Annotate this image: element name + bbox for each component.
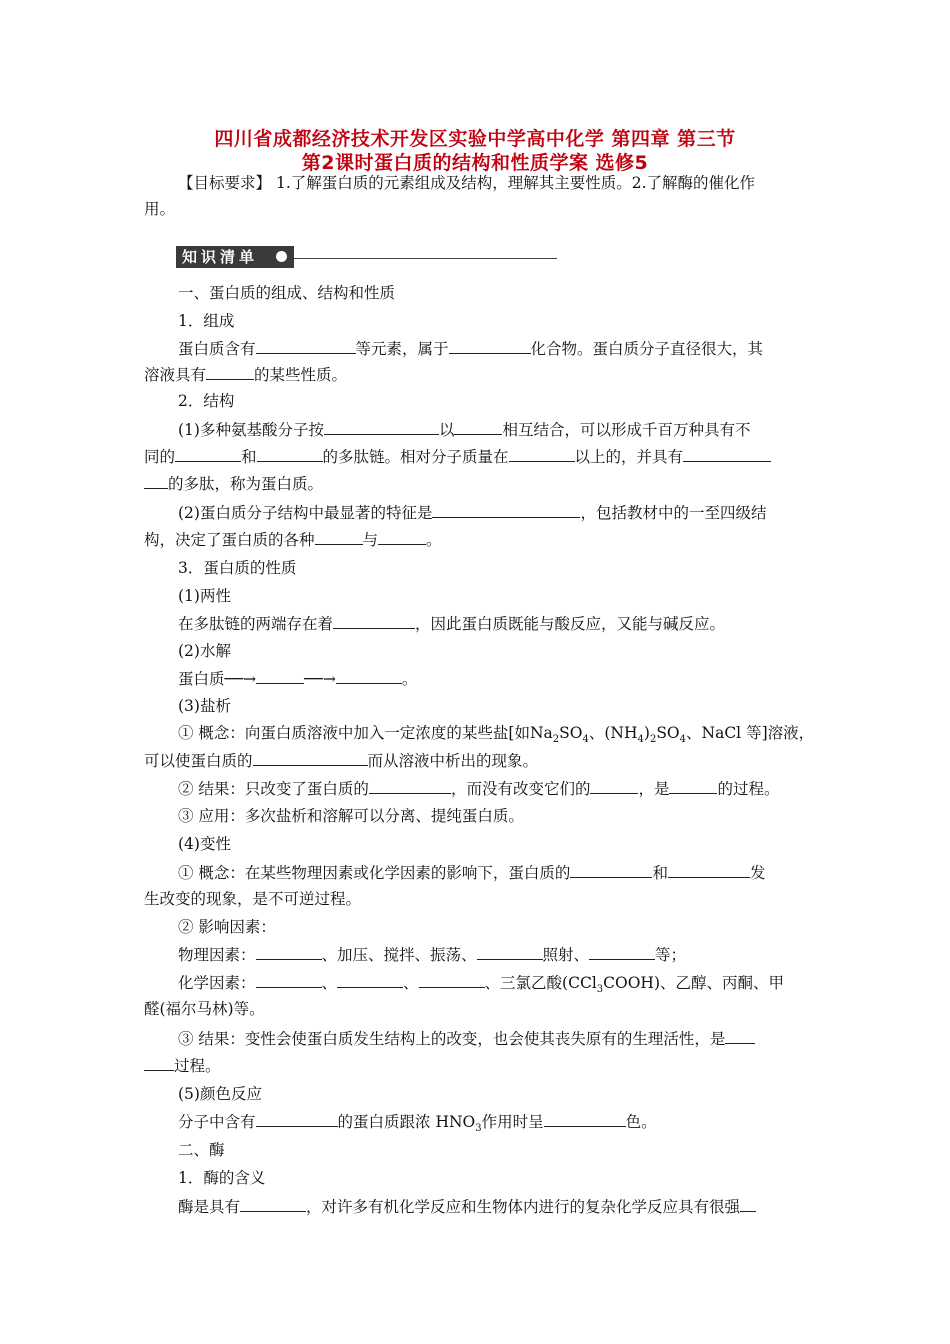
text: (1)多种氨基酸分子按 bbox=[178, 421, 324, 439]
text: 作用时呈 bbox=[481, 1113, 544, 1131]
denature-factors: ② 影响因素： bbox=[178, 918, 276, 936]
subscript: 3 bbox=[475, 1123, 482, 1135]
text: ，是 bbox=[638, 780, 670, 798]
text: 构，决定了蛋白质的各种 bbox=[144, 531, 315, 549]
text: ，对许多有机化学反应和生物体内进行的复杂化学反应具有很强 bbox=[306, 1198, 741, 1216]
blank bbox=[589, 944, 655, 960]
blank bbox=[477, 944, 543, 960]
text: ，而没有改变它们的 bbox=[450, 780, 591, 798]
composition-line-2 bbox=[144, 364, 347, 385]
text: 。 bbox=[426, 531, 442, 549]
text: 化学因素： bbox=[178, 974, 256, 992]
salting-result bbox=[178, 778, 779, 799]
blank bbox=[206, 364, 254, 380]
physical-factors bbox=[178, 944, 686, 965]
subscript: 2 bbox=[649, 734, 657, 746]
blank bbox=[369, 778, 451, 794]
text: 分子中含有 bbox=[178, 1113, 256, 1131]
text: 、(NH bbox=[588, 724, 638, 742]
goals-text: 1.了解蛋白质的元素组成及结构，理解其主要性质。2.了解酶的催化作 bbox=[275, 174, 756, 192]
title-line-2: 第2课时蛋白质的结构和性质学案 选修5 bbox=[301, 152, 649, 174]
text: 以上的，并具有 bbox=[574, 448, 684, 466]
blank bbox=[683, 446, 771, 462]
text: 物理因素： bbox=[178, 946, 256, 964]
blank bbox=[378, 529, 426, 545]
denature-result bbox=[178, 1028, 755, 1049]
text: 的过程。 bbox=[717, 780, 780, 798]
structure-line-2 bbox=[144, 446, 771, 467]
blank bbox=[725, 1028, 755, 1044]
property-5-heading: (5)颜色反应 bbox=[178, 1085, 262, 1103]
text: ──→ bbox=[304, 670, 336, 688]
subscript: 4 bbox=[582, 734, 589, 746]
text: 以 bbox=[438, 421, 455, 439]
text: 化合物。蛋白质分子直径很大，其 bbox=[530, 340, 764, 358]
text: 、 bbox=[403, 974, 419, 992]
blank bbox=[740, 1196, 756, 1212]
subscript: 2 bbox=[552, 734, 560, 746]
text: 等元素，属于 bbox=[355, 340, 449, 358]
text: 、 bbox=[321, 974, 338, 992]
blank bbox=[590, 778, 638, 794]
blank bbox=[668, 862, 750, 878]
text: (2)蛋白质分子结构中最显著的特征是 bbox=[178, 504, 433, 522]
text: SO bbox=[559, 724, 583, 742]
text: ，包括教材中的一至四级结 bbox=[580, 504, 767, 522]
blank bbox=[509, 446, 575, 462]
property-3-heading: (3)盐析 bbox=[178, 697, 231, 715]
banner-rule bbox=[294, 258, 557, 259]
blank bbox=[419, 972, 485, 988]
text: 过程。 bbox=[174, 1057, 221, 1075]
subscript: 3 bbox=[596, 984, 604, 996]
enzyme-sub-heading: 1．酶的含义 bbox=[178, 1169, 266, 1187]
text: 发 bbox=[749, 864, 766, 882]
property-1-text bbox=[178, 613, 725, 634]
blank bbox=[253, 750, 368, 766]
text: SO bbox=[656, 724, 680, 742]
property-4-heading: (4)变性 bbox=[178, 835, 231, 853]
salting-concept-cont bbox=[144, 750, 538, 771]
salting-concept bbox=[178, 723, 814, 750]
subscript: 4 bbox=[637, 734, 644, 746]
text: 的某些性质。 bbox=[254, 366, 348, 384]
blank bbox=[256, 668, 304, 684]
blank bbox=[175, 446, 241, 462]
text: ① 概念：向蛋白质溶液中加入一定浓度的某些盐[如Na bbox=[178, 724, 553, 742]
denature-concept-cont: 生改变的现象，是不可逆过程。 bbox=[144, 890, 362, 908]
text: 酶是具有 bbox=[178, 1198, 241, 1216]
title-line-1: 四川省成都经济技术开发区实验中学高中化学 第四章 第三节 bbox=[214, 128, 736, 150]
property-2-text bbox=[178, 668, 417, 689]
banner-dot-icon bbox=[276, 251, 287, 262]
text: 、NaCl 等]溶液， bbox=[686, 724, 815, 742]
text: 、加压、搅拌、振荡、 bbox=[321, 946, 477, 964]
property-1-heading: (1)两性 bbox=[178, 587, 231, 605]
structure-line-5 bbox=[144, 529, 442, 550]
denature-concept bbox=[178, 862, 765, 883]
text: 的多肽链。相对分子质量在 bbox=[322, 448, 509, 466]
goals-cont: 用。 bbox=[144, 200, 176, 218]
blank bbox=[449, 338, 531, 354]
text: 、三氯乙酸(CCl bbox=[484, 974, 597, 992]
text: 的多肽，称为蛋白质。 bbox=[168, 475, 324, 493]
text: ② 结果：只改变了蛋白质的 bbox=[178, 780, 369, 798]
blank bbox=[337, 972, 403, 988]
text: ③ 结果：变性会使蛋白质发生结构上的改变，也会使其丧失原有的生理活性，是 bbox=[178, 1030, 726, 1048]
blank bbox=[333, 613, 415, 629]
blank bbox=[432, 502, 580, 518]
blank bbox=[144, 1055, 174, 1071]
text: 而从溶液中析出的现象。 bbox=[367, 752, 539, 770]
section-1-heading: 一、蛋白质的组成、结构和性质 bbox=[178, 284, 396, 302]
salting-application: ③ 应用：多次盐析和溶解可以分离、提纯蛋白质。 bbox=[178, 807, 524, 825]
chemical-factors-cont: 醛(福尔马林)等。 bbox=[144, 1000, 265, 1018]
text: 与 bbox=[362, 531, 379, 549]
blank bbox=[544, 1111, 626, 1127]
text: COOH)、乙醇、丙酮、甲 bbox=[603, 974, 784, 992]
sub-3-heading: 3．蛋白质的性质 bbox=[178, 559, 297, 577]
blank bbox=[315, 529, 363, 545]
subscript: 4 bbox=[679, 734, 687, 746]
composition-line-1 bbox=[178, 338, 763, 359]
blank bbox=[144, 473, 168, 489]
text: 蛋白质──→ bbox=[178, 670, 257, 688]
text: 可以使蛋白质的 bbox=[144, 752, 253, 770]
text: 等； bbox=[655, 946, 687, 964]
text: 相互结合，可以形成千百万种具有不 bbox=[502, 421, 751, 439]
property-2-heading: (2)水解 bbox=[178, 642, 231, 660]
blank bbox=[570, 862, 652, 878]
blank bbox=[256, 1111, 338, 1127]
color-reaction bbox=[178, 1111, 657, 1139]
denature-result-cont bbox=[144, 1055, 221, 1076]
text: 溶液具有 bbox=[144, 366, 207, 384]
text: 的蛋白质跟浓 HNO bbox=[337, 1113, 476, 1131]
text: 在多肽链的两端存在着 bbox=[178, 615, 334, 633]
text: 色。 bbox=[625, 1113, 657, 1131]
text: ① 概念：在某些物理因素或化学因素的影响下，蛋白质的 bbox=[178, 864, 571, 882]
text: 同的 bbox=[144, 448, 176, 466]
goals bbox=[178, 173, 755, 193]
text: ，因此蛋白质既能与酸反应，又能与碱反应。 bbox=[415, 615, 726, 633]
knowledge-banner: 知识清单 bbox=[176, 246, 294, 268]
section-2-heading: 二、酶 bbox=[178, 1141, 225, 1159]
blank bbox=[324, 419, 439, 435]
enzyme-definition bbox=[178, 1196, 756, 1217]
blank bbox=[256, 338, 356, 354]
text: 和 bbox=[652, 864, 668, 882]
text: 和 bbox=[241, 448, 257, 466]
structure-line-1 bbox=[178, 419, 751, 440]
goals-label: 【目标要求】 bbox=[178, 174, 272, 192]
blank bbox=[454, 419, 502, 435]
blank bbox=[256, 972, 322, 988]
sub-1-heading: 1．组成 bbox=[178, 312, 235, 330]
text: 。 bbox=[401, 670, 418, 688]
blank bbox=[240, 1196, 306, 1212]
text: ) bbox=[643, 724, 650, 742]
blank bbox=[669, 778, 717, 794]
text: 照射、 bbox=[542, 946, 590, 964]
text: 蛋白质含有 bbox=[178, 340, 256, 358]
blank bbox=[336, 668, 402, 684]
blank bbox=[256, 944, 322, 960]
structure-line-4 bbox=[178, 502, 766, 523]
structure-line-3 bbox=[144, 473, 323, 494]
chemical-factors bbox=[178, 972, 784, 1000]
sub-2-heading: 2．结构 bbox=[178, 392, 235, 410]
blank bbox=[257, 446, 323, 462]
